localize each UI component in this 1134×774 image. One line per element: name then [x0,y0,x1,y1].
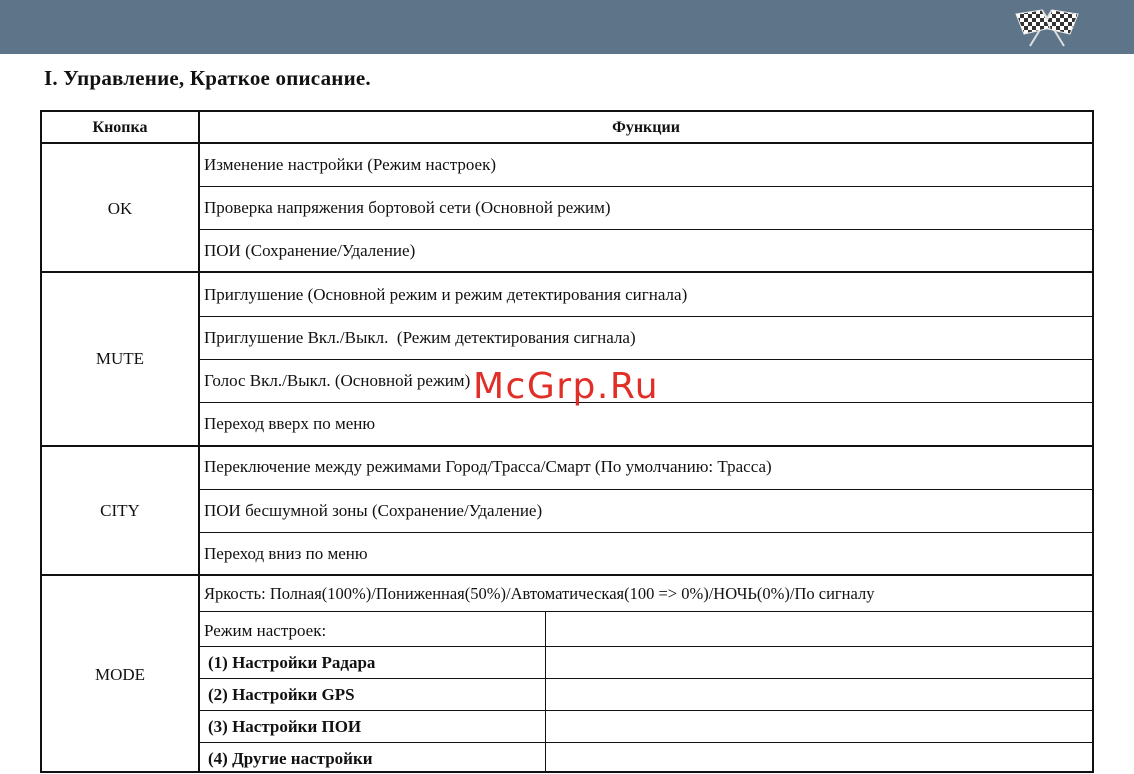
settings-mode-label: Режим настроек: [204,621,327,640]
column-divider [198,112,200,773]
function-text: Переход вниз по меню [204,544,368,563]
row-separator [200,359,1092,360]
function-text: Изменение настройки (Режим настроек) [204,155,497,174]
row-separator [200,532,1092,533]
function-text: Голос Вкл./Выкл. (Основной режим) [204,371,471,390]
function-text: ПОИ бесшумной зоны (Сохранение/Удаление) [204,501,543,520]
row-separator [200,229,1092,230]
settings-item: (2) Настройки GPS [208,685,355,704]
settings-column-divider [545,611,546,773]
controls-table [40,110,1094,773]
function-text: ПОИ (Сохранение/Удаление) [204,241,416,260]
row-separator [200,489,1092,490]
header-functions-column: Функции [612,119,680,136]
settings-item: (1) Настройки Радара [208,653,376,672]
row-separator [200,646,1092,647]
function-text: Приглушение (Основной режим и режим детектирования сигнала) [204,285,688,304]
checkered-flags-icon [1012,6,1082,48]
button-name-ok: OK [107,199,133,218]
row-separator [200,611,1092,612]
function-text: Приглушение Вкл./Выкл. (Режим детектирования сигнала) [204,328,636,347]
header-button-column: Кнопка [92,119,148,136]
row-separator [200,742,1092,743]
row-separator [200,186,1092,187]
row-separator [42,574,1092,576]
watermark-text: McGrp.Ru [473,366,660,407]
function-text: Яркость: Полная(100%)/Пониженная(50%)/Автоматическая(100 => 0%)/НОЧЬ(0%)/По сигналу [204,584,875,603]
row-separator [42,142,1092,144]
button-name-mute: MUTE [95,349,145,368]
section-heading: I. Управление, Краткое описание. [44,66,371,90]
button-name-city: CITY [100,501,140,520]
row-separator [42,445,1092,447]
settings-item: (4) Другие настройки [208,749,373,768]
settings-item: (3) Настройки ПОИ [208,717,362,736]
function-text: Проверка напряжения бортовой сети (Основной режим) [204,198,611,217]
function-text: Переключение между режимами Город/Трасса/Смарт (По умолчанию: Трасса) [204,457,772,476]
row-separator [200,710,1092,711]
row-separator [42,271,1092,273]
button-name-mode: MODE [94,665,146,684]
header-banner [0,0,1134,54]
row-separator [200,678,1092,679]
row-separator [200,316,1092,317]
function-text: Переход вверх по меню [204,414,376,433]
